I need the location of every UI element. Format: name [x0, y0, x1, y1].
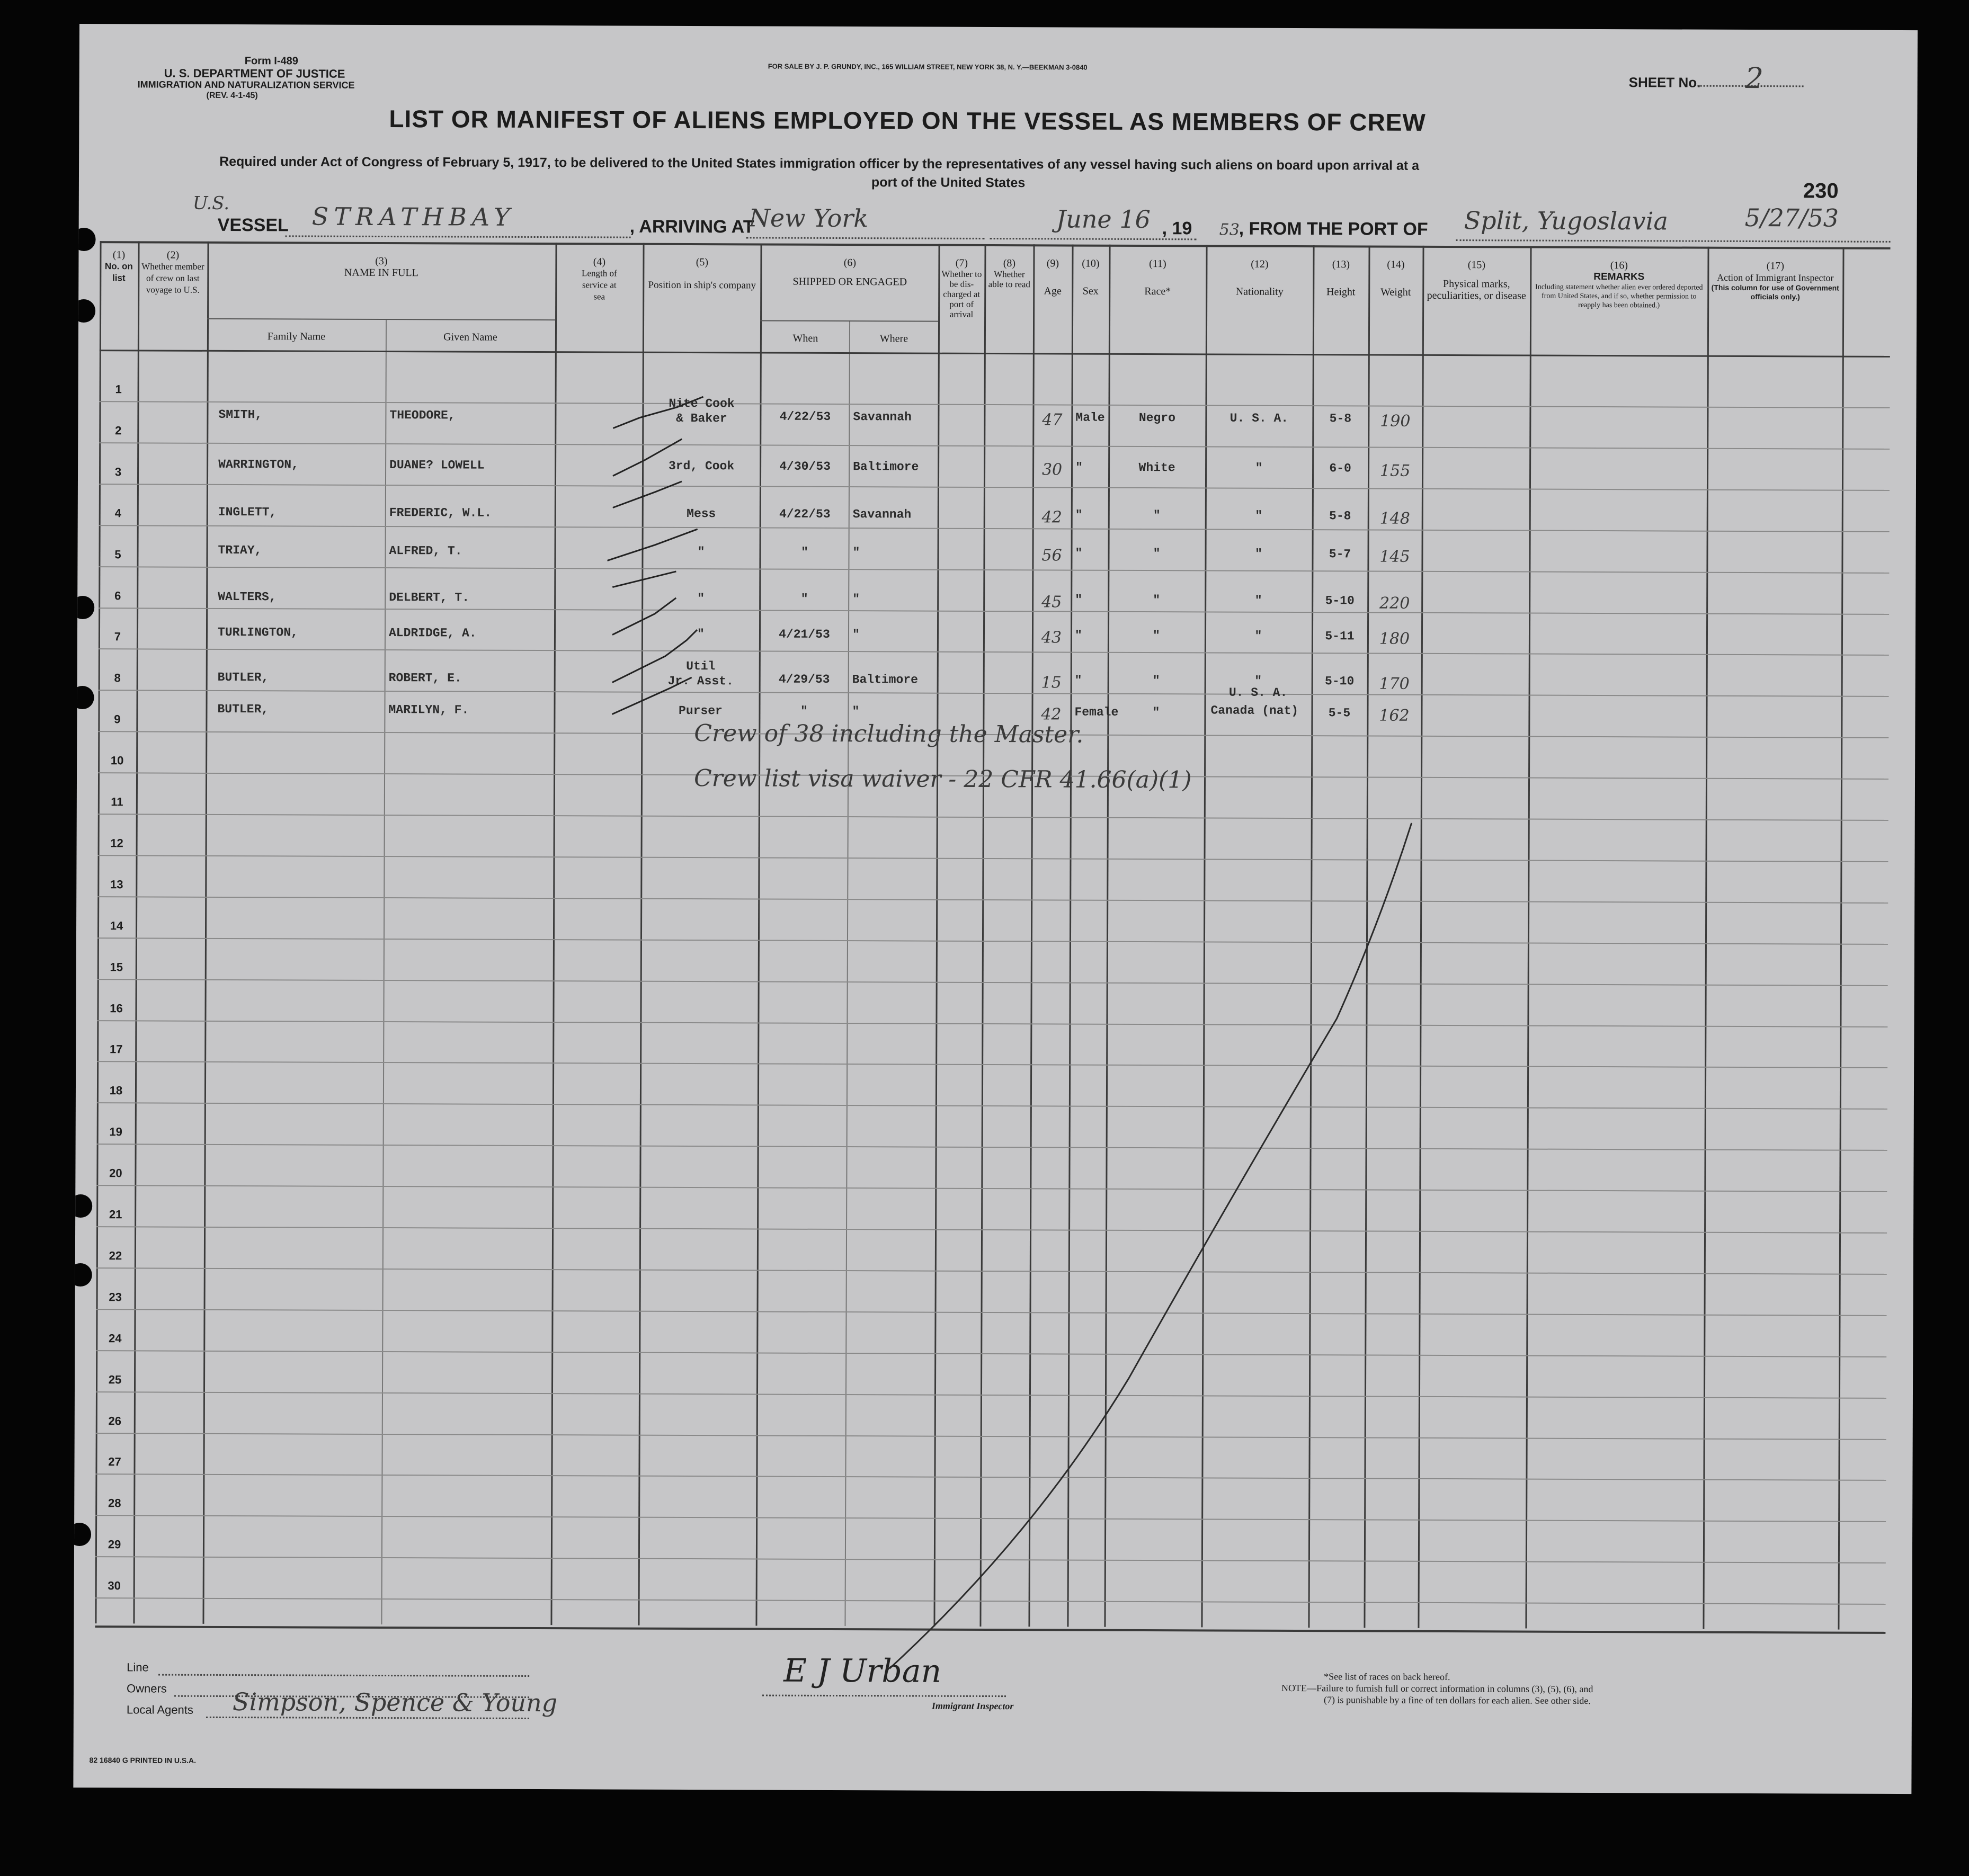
sex: Female — [1074, 705, 1119, 719]
race: " — [1153, 547, 1161, 561]
row-number: 16 — [110, 1001, 123, 1015]
row-number: 28 — [108, 1496, 121, 1510]
from-port-underline — [1456, 239, 1891, 243]
family-name: WALTERS, — [218, 589, 277, 604]
row-number: 13 — [110, 878, 123, 891]
col17-header: (17) Action of Immigrant Inspector (This column for use of Government officials only.) — [1711, 260, 1839, 301]
shipped-where: Baltimore — [853, 460, 919, 474]
position: Util — [686, 659, 716, 674]
punch-hole — [73, 1194, 92, 1218]
shipped-when: 4/21/53 — [779, 627, 830, 641]
col7-header: (7) Whether to be dis-charged at port of arrival — [941, 257, 982, 319]
sex: " — [1075, 460, 1083, 475]
nationality: " — [1255, 508, 1263, 523]
row-number: 3 — [114, 465, 122, 479]
family-name: BUTLER, — [217, 702, 269, 717]
shipped-when: " — [800, 592, 808, 606]
row-number: 25 — [108, 1372, 122, 1386]
subtitle-line-2: port of the United States — [871, 175, 1026, 191]
family-name: TURLINGTON, — [217, 625, 298, 640]
fine-note-2: (7) is punishable by a fine of ten dollars for each alien. See other side. — [1323, 1694, 1591, 1706]
given-name: ALFRED, T. — [389, 544, 462, 558]
row-number: 2 — [115, 424, 122, 437]
height: 5-7 — [1329, 547, 1351, 561]
age: 45 — [1041, 593, 1062, 612]
given-name: MARILYN, F. — [388, 703, 469, 717]
row-number: 7 — [114, 630, 121, 644]
age: 43 — [1041, 628, 1062, 647]
arriving-port: New York — [749, 203, 869, 233]
nationality: " — [1254, 593, 1262, 608]
sex: " — [1075, 546, 1083, 560]
manifest-sheet — [73, 24, 1918, 1794]
inspector-label: Immigrant Inspector — [931, 1700, 1014, 1712]
fine-note-1: NOTE—Failure to furnish full or correct information in columns (3), (5), (6), and — [1281, 1682, 1593, 1694]
shipped-where: " — [852, 628, 860, 642]
shipped-where: Savannah — [852, 507, 912, 522]
race: Negro — [1138, 410, 1175, 425]
row-number: 5 — [114, 547, 121, 561]
col14-header: (14) Weight — [1380, 258, 1411, 298]
sex: " — [1074, 628, 1082, 642]
shipped-where: Savannah — [853, 410, 912, 424]
line-underline — [158, 1674, 529, 1677]
line-label: Line — [127, 1660, 149, 1674]
publisher-line: FOR SALE BY J. P. GRUNDY, INC., 165 WILLIAM STREET, NEW YORK 38, N. Y.—BEEKMAN 3-0840 — [768, 62, 1088, 72]
shipped-where: " — [852, 546, 860, 560]
position-line-2: Jr. Asst. — [667, 674, 734, 689]
agents-label: Local Agents — [126, 1703, 193, 1717]
race: " — [1152, 705, 1160, 720]
given-name: ROBERT, E. — [388, 671, 462, 685]
crew-count-note: Crew of 38 including the Master. — [694, 720, 1084, 748]
arrival-year: 53 — [1219, 220, 1240, 239]
col15-header: (15) Physical marks, peculiarities, or disease — [1427, 259, 1526, 302]
height: 5-8 — [1329, 509, 1351, 523]
col13-header: (13) Height — [1326, 258, 1356, 298]
nationality: " — [1255, 461, 1263, 475]
age: 47 — [1042, 410, 1063, 430]
nationality: U. S. A. — [1229, 411, 1289, 425]
race: " — [1153, 593, 1161, 608]
col11-header: (11) Race* — [1144, 258, 1171, 298]
shipped-when: 4/22/53 — [779, 507, 831, 521]
shipped-when: " — [801, 545, 808, 559]
given-name: THEODORE, — [389, 408, 456, 423]
age: 30 — [1041, 460, 1063, 479]
col3-given-header: Given Name — [443, 331, 497, 343]
age: 56 — [1041, 546, 1062, 565]
form-id: Form I-489 — [244, 55, 298, 67]
race: " — [1153, 629, 1160, 643]
row-number: 27 — [108, 1455, 121, 1469]
row-number: 22 — [109, 1249, 122, 1263]
punch-hole — [73, 596, 94, 619]
service-name: IMMIGRATION AND NATURALIZATION SERVICE — [137, 79, 355, 91]
row-number: 14 — [110, 918, 123, 932]
vessel-prefix: U.S. — [192, 192, 230, 214]
family-name: TRIAY, — [218, 543, 262, 558]
col2-header: (2) Whether member of crew on last voyage to U.S. — [141, 249, 204, 295]
col1-header: (1) No. on list — [104, 249, 133, 283]
nationality: " — [1254, 674, 1262, 688]
row-number: 30 — [108, 1579, 121, 1593]
row-number: 6 — [114, 588, 121, 602]
sheet-label: SHEET No. — [1628, 74, 1701, 91]
subtitle-line-1: Required under Act of Congress of February 5, 1917, to be delivered to the United States immigration officer by the representatives of any vessel having such aliens on board upon arrival at a — [219, 154, 1420, 173]
col3-family-header: Family Name — [267, 330, 326, 343]
nationality: " — [1255, 547, 1262, 561]
department-name: U. S. DEPARTMENT OF JUSTICE — [164, 66, 345, 81]
shipped-where: Baltimore — [852, 673, 918, 687]
row-number: 10 — [110, 754, 124, 767]
position: Mess — [687, 507, 716, 521]
given-name: DUANE? LOWELL — [389, 458, 485, 472]
shipped-where: " — [852, 704, 860, 719]
departure-date: 5/27/53 — [1744, 203, 1839, 233]
row-number: 20 — [109, 1166, 122, 1180]
position: 3rd, Cook — [668, 459, 735, 474]
arriving-underline — [746, 237, 985, 239]
position: " — [697, 627, 705, 641]
sex: Male — [1075, 410, 1105, 425]
punch-hole — [73, 686, 94, 709]
row-number: 19 — [109, 1125, 122, 1139]
given-name: DELBERT, T. — [389, 591, 470, 605]
row-number: 21 — [109, 1208, 122, 1221]
punch-hole — [73, 1263, 92, 1287]
print-code: 82 16840 G PRINTED IN U.S.A. — [89, 1756, 197, 1765]
weight: 155 — [1379, 461, 1411, 480]
weight: 145 — [1379, 547, 1410, 566]
row-number: 1 — [115, 382, 122, 396]
row-number: 29 — [108, 1538, 121, 1551]
col10-header: (10) Sex — [1082, 257, 1100, 297]
arrival-date: June 16 — [1056, 204, 1151, 234]
revision-date: (REV. 4-1-45) — [206, 91, 258, 101]
vessel-underline — [286, 235, 631, 238]
row-number: 8 — [114, 671, 121, 685]
family-name: INGLETT, — [218, 505, 277, 520]
race: " — [1153, 508, 1161, 523]
row-number: 4 — [114, 506, 121, 520]
age: 15 — [1041, 673, 1062, 692]
col16-header: (16) REMARKS Including statement whether alien ever ordered deported from United States, and if so, whether permission to reapply has been obtained.) — [1535, 260, 1703, 310]
weight: 190 — [1380, 412, 1411, 431]
weight: 170 — [1379, 674, 1410, 693]
sheet-number: 2 — [1745, 61, 1764, 95]
from-port: Split, Yugoslavia — [1464, 206, 1668, 236]
sex: " — [1075, 508, 1083, 522]
family-name: SMITH, — [218, 407, 263, 422]
vessel-name: STRATHBAY — [311, 202, 515, 231]
age: 42 — [1041, 508, 1062, 527]
position-line-2: & Baker — [676, 411, 727, 426]
row-number: 15 — [110, 960, 123, 973]
shipped-where: " — [852, 592, 860, 606]
nationality: U. S. A. — [1228, 685, 1288, 700]
weight: 162 — [1379, 706, 1410, 725]
row-number: 11 — [111, 795, 123, 809]
family-name: WARRINGTON, — [218, 457, 299, 472]
vessel-label: VESSEL — [217, 215, 289, 236]
shipped-when: 4/30/53 — [779, 459, 831, 474]
row-number: 9 — [114, 712, 121, 726]
position: Nite Cook — [669, 396, 735, 411]
row-number: 12 — [110, 836, 123, 850]
height: 5-11 — [1325, 629, 1355, 644]
nationality: " — [1254, 629, 1262, 643]
row-number: 23 — [109, 1290, 122, 1304]
punch-hole — [73, 1523, 91, 1546]
position: " — [697, 545, 705, 559]
weight: 180 — [1379, 629, 1410, 648]
row-number: 18 — [109, 1084, 123, 1097]
height: 5-8 — [1329, 412, 1352, 426]
given-name: FREDERIC, W.L. — [389, 506, 492, 520]
position: Purser — [679, 703, 723, 718]
height: 5-5 — [1328, 706, 1351, 720]
shipped-when: " — [800, 704, 808, 718]
owners-label: Owners — [126, 1682, 167, 1695]
given-name: ALDRIDGE, A. — [388, 626, 477, 640]
punch-hole — [73, 228, 95, 251]
col9-header: (9) Age — [1044, 257, 1062, 297]
page-title: LIST OR MANIFEST OF ALIENS EMPLOYED ON THE VESSEL AS MEMBERS OF CREW — [389, 105, 1426, 136]
row-number: 17 — [109, 1042, 123, 1056]
weight: 148 — [1379, 509, 1410, 528]
stamp-number: 230 — [1803, 179, 1839, 203]
race: " — [1152, 674, 1160, 688]
visa-waiver-note: Crew list visa waiver - 22 CFR 41.66(a)(1) — [693, 765, 1192, 794]
col6-where-header: Where — [879, 333, 908, 345]
shipped-when: 4/29/53 — [778, 672, 830, 686]
punch-hole — [73, 299, 95, 323]
col8-header: (8) Whether able to read — [988, 257, 1030, 290]
col5-header: (5) Position in ship's company — [648, 256, 756, 291]
col12-header: (12) Nationality — [1235, 258, 1284, 298]
nationality-line-2: Canada (nat) — [1210, 703, 1299, 718]
position: " — [697, 592, 705, 606]
row-number: 24 — [109, 1331, 122, 1345]
family-name: BUTLER, — [217, 670, 269, 685]
weight: 220 — [1379, 594, 1410, 613]
shipped-when: 4/22/53 — [779, 409, 831, 424]
races-note: *See list of races on back hereof. — [1324, 1671, 1450, 1683]
col6-header: (6) SHIPPED OR ENGAGED — [792, 257, 907, 288]
cancel-line — [858, 816, 1444, 1676]
col4-header: (4) Length of service at sea — [582, 256, 617, 302]
arriving-label: , ARRIVING AT — [629, 216, 754, 237]
sex: " — [1075, 593, 1083, 607]
local-agents-value: Simpson, Spence & Young — [232, 1687, 558, 1718]
row-number: 26 — [108, 1414, 122, 1427]
height: 6-0 — [1329, 461, 1351, 476]
age: 42 — [1041, 705, 1062, 724]
sex: " — [1074, 673, 1082, 687]
height: 5-10 — [1325, 674, 1355, 689]
race: White — [1138, 460, 1175, 475]
year-prefix: , 19 — [1162, 218, 1192, 239]
height: 5-10 — [1325, 594, 1355, 608]
col3-header: (3) NAME IN FULL — [344, 255, 418, 279]
inspector-signature: E J Urban — [783, 1652, 942, 1690]
from-port-label: , FROM THE PORT OF — [1239, 218, 1428, 239]
col6-when-header: When — [792, 332, 818, 344]
signature-line — [762, 1695, 1006, 1698]
